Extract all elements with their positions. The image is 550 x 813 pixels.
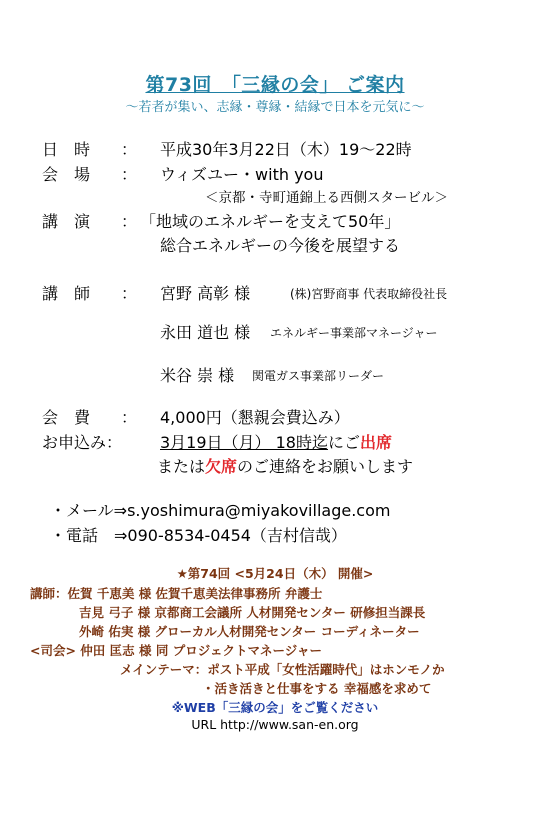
colon: ： xyxy=(121,284,138,303)
apply-attend: 出席 xyxy=(360,433,393,452)
fee-value: 4,000円（懇親会費込み） xyxy=(160,408,350,427)
next-event-theme: メインテーマ：ポスト平成「女性活躍時代」はホンモノか xyxy=(120,662,445,677)
apply-request: のご連絡をお願いします xyxy=(237,457,414,476)
speaker-2-name: 永田 道也 様 xyxy=(160,323,251,342)
colon: ： xyxy=(121,165,138,184)
lecture-line2: 総合エネルギーの今後を展望する xyxy=(160,236,401,255)
speaker-1-name: 宮野 高彰 様 xyxy=(160,284,251,303)
apply-line2 xyxy=(157,454,413,477)
web-notice: ※WEB「三縁の会」をご覧ください xyxy=(171,700,379,715)
apply-ni: にご xyxy=(328,433,361,452)
apply-label: お申込み： xyxy=(42,433,123,452)
next-event-line: <司会> 仲田 匡志 様 同 プロジェクトマネージャー xyxy=(30,643,322,658)
next-event-line: 外崎 佑実 様 グローカル人材開発センター コーディネーター xyxy=(79,624,420,639)
speaker-1-title: (株)宮野商事 代表取締役社長 xyxy=(290,287,448,301)
next-event-theme-sub: ・活き活きと仕事をする 幸福感を求めて xyxy=(202,681,432,696)
apply-absent: 欠席 xyxy=(205,457,238,476)
next-event-heading: ★第74回 <5月24日（木） 開催> xyxy=(176,566,374,581)
venue-value: ウィズユー・with you xyxy=(160,165,324,184)
apply-deadline: 3月19日（月） 18時迄 xyxy=(160,433,328,452)
page-subtitle: ～若者が集い、志縁・尊縁・結縁で日本を元気に～ xyxy=(125,100,425,115)
contact-mail: ・メール⇒s.yoshimura@miyakovillage.com xyxy=(50,501,391,520)
page-title: 第73回 「三縁の会」 ご案内 xyxy=(145,74,405,96)
speaker-label: 講 師 xyxy=(42,284,91,303)
apply-line1 xyxy=(160,430,392,453)
colon: ： xyxy=(121,212,138,231)
date-value: 平成30年3月22日（木）19～22時 xyxy=(160,140,412,159)
fee-label: 会 費 xyxy=(42,408,91,427)
speaker-3-title: 関電ガス事業部リーダー xyxy=(252,369,385,383)
speaker-3-name: 米谷 崇 様 xyxy=(160,366,235,385)
colon: ： xyxy=(121,140,138,159)
colon: ： xyxy=(121,408,138,427)
venue-label: 会 場 xyxy=(42,165,91,184)
website-url[interactable]: URL http://www.san-en.org xyxy=(191,717,359,732)
date-label: 日 時 xyxy=(42,140,91,159)
lecture-label: 講 演 xyxy=(42,212,91,231)
apply-or: または xyxy=(157,457,206,476)
next-event-line: 吉見 弓子 様 京都商工会議所 人材開発センター 研修担当課長 xyxy=(79,605,426,620)
contact-phone: ・電話 ⇒090-8534-0454（吉村信哉） xyxy=(50,526,347,545)
lecture-line1: 「地域のエネルギーを支えて50年」 xyxy=(140,212,401,231)
speaker-2-title: エネルギー事業部マネージャー xyxy=(270,326,438,340)
venue-address: ＜京都・寺町通錦上る西側スタービル＞ xyxy=(205,190,448,206)
next-event-line: 講師：佐賀 千恵美 様 佐賀千恵美法律事務所 弁護士 xyxy=(30,586,323,601)
